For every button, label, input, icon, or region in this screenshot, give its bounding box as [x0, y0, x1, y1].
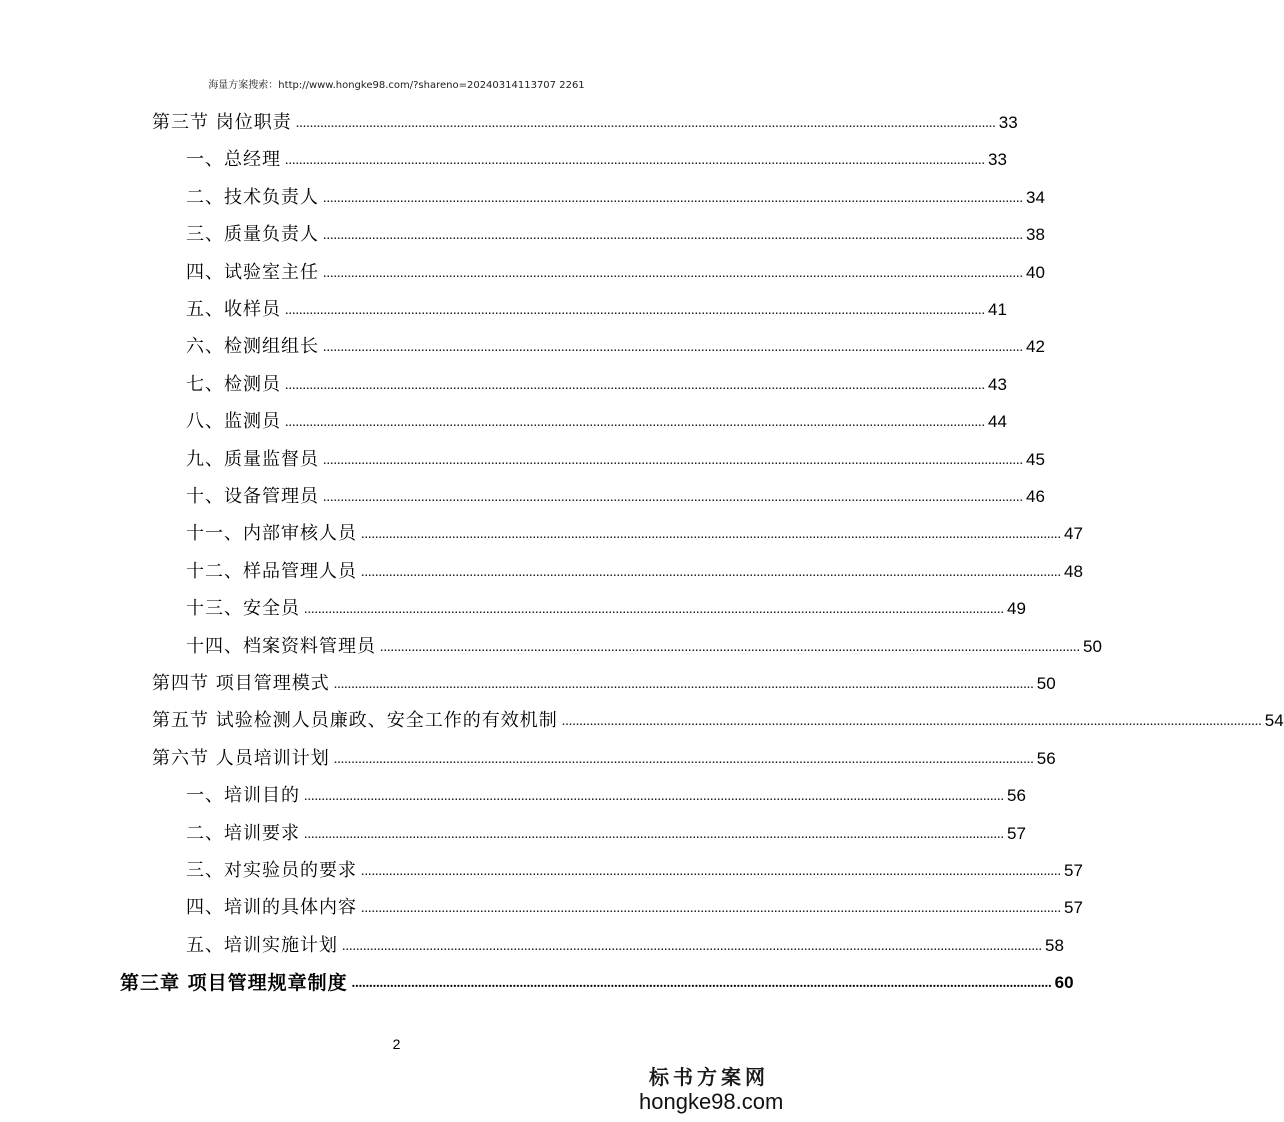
toc-entry-title: 八、监测员	[186, 411, 281, 433]
toc-dot-leader: ........................................................................................................................................................................................................	[323, 452, 1023, 468]
toc-entry-page: 56	[1036, 748, 1056, 768]
toc-entry[interactable]	[152, 665, 1056, 695]
toc-entry-title: 第三章 项目管理规章制度	[120, 972, 348, 995]
toc-entry-title: 五、培训实施计划	[186, 934, 338, 956]
toc-entry-page: 58	[1045, 935, 1064, 955]
toc-dot-leader: ........................................................................................................................................................................................................	[351, 976, 1052, 992]
toc-entry-title: 第六节 人员培训计划	[152, 747, 330, 769]
toc-entry-page: 50	[1036, 674, 1056, 693]
toc-entry-title: 第四节 项目管理模式	[152, 673, 330, 694]
toc-entry[interactable]	[186, 478, 1045, 508]
toc-entry-page: 34	[1026, 187, 1045, 207]
toc-dot-leader: ........................................................................................................................................................................................................	[285, 415, 985, 431]
watermark-en-text: hongke98.com	[639, 1089, 784, 1114]
toc-entry-title: 二、技术负责人	[186, 186, 319, 208]
toc-entry-title: 十一、内部审核人员	[186, 523, 357, 545]
toc-entry-page: 50	[1083, 636, 1102, 656]
toc-entry-page: 60	[1054, 973, 1074, 993]
toc-entry-page: 48	[1064, 561, 1083, 581]
toc-entry[interactable]	[186, 328, 1045, 358]
toc-entry[interactable]	[186, 216, 1045, 246]
toc-entry[interactable]	[186, 889, 1083, 919]
toc-entry[interactable]	[152, 740, 1056, 770]
toc-entry-title: 七、检测员	[186, 373, 281, 395]
toc-dot-leader: ........................................................................................................................................................................................................	[361, 564, 1061, 580]
toc-dot-leader: ........................................................................................................................................................................................................	[333, 751, 1034, 767]
toc-dot-leader: ........................................................................................................................................................................................................	[323, 490, 1023, 505]
toc-dot-leader: ........................................................................................................................................................................................................	[361, 864, 1061, 879]
toc-entry-page: 41	[988, 300, 1007, 319]
toc-dot-leader: ........................................................................................................................................................................................................	[333, 677, 1034, 692]
toc-entry[interactable]	[120, 964, 1074, 995]
toc-entry[interactable]	[186, 852, 1083, 882]
toc-dot-leader: ........................................................................................................................................................................................................	[323, 340, 1023, 356]
page-number: 2	[392, 1036, 401, 1052]
toc-entry-title: 十二、样品管理人员	[186, 560, 357, 582]
toc-entry-title: 第三节 岗位职责	[152, 112, 292, 133]
toc-entry[interactable]	[186, 628, 1102, 658]
toc-entry[interactable]	[186, 403, 1007, 433]
toc-entry[interactable]	[186, 815, 1026, 845]
toc-dot-leader: ........................................................................................................................................................................................................	[285, 153, 985, 169]
toc-dot-leader: ........................................................................................................................................................................................................	[304, 602, 1004, 618]
toc-entry-title: 三、质量负责人	[186, 224, 319, 246]
toc-entry[interactable]	[152, 104, 1018, 134]
toc-entry[interactable]	[186, 441, 1045, 471]
toc-entry[interactable]	[186, 777, 1026, 807]
toc-entry-title: 一、总经理	[186, 149, 281, 171]
toc-dot-leader: ........................................................................................................................................................................................................	[323, 228, 1023, 244]
toc-entry-title: 九、质量监督员	[186, 448, 319, 470]
toc-entry-page: 49	[1007, 599, 1026, 619]
toc-entry-title: 四、培训的具体内容	[186, 897, 357, 919]
toc-entry[interactable]	[186, 291, 1007, 321]
toc-dot-leader: ........................................................................................................................................................................................................	[361, 901, 1061, 917]
toc-dot-leader: ........................................................................................................................................................................................................	[323, 190, 1023, 206]
toc-entry[interactable]	[186, 141, 1007, 171]
toc-entry[interactable]	[152, 702, 1284, 732]
toc-dot-leader: ........................................................................................................................................................................................................	[295, 116, 996, 131]
toc-entry-title: 一、培训目的	[186, 785, 300, 807]
toc-entry[interactable]	[186, 254, 1045, 284]
toc-entry[interactable]	[186, 927, 1064, 957]
toc-entry-page: 57	[1064, 861, 1083, 880]
toc-dot-leader: ........................................................................................................................................................................................................	[342, 938, 1042, 954]
watermark-logo	[639, 1064, 784, 1114]
toc-dot-leader: ........................................................................................................................................................................................................	[285, 303, 985, 318]
toc-entry-title: 十三、安全员	[186, 598, 300, 620]
toc-entry-page: 44	[988, 412, 1007, 432]
toc-entry-page: 42	[1026, 337, 1045, 357]
toc-entry-page: 57	[1007, 823, 1026, 843]
toc-entry-page: 46	[1026, 487, 1045, 506]
toc-entry-page: 57	[1064, 898, 1083, 918]
toc-entry[interactable]	[186, 553, 1083, 583]
toc-entry-title: 十四、档案资料管理员	[186, 635, 376, 657]
toc-entry-page: 47	[1064, 524, 1083, 544]
page-header-url: 海量方案搜索：http://www.hongke98.com/?shareno=20240314113707 2261	[208, 80, 585, 91]
toc-entry-title: 六、检测组组长	[186, 336, 319, 358]
toc-dot-leader: ........................................................................................................................................................................................................	[361, 527, 1061, 543]
toc-entry-page: 40	[1026, 262, 1045, 282]
toc-dot-leader: ........................................................................................................................................................................................................	[304, 789, 1004, 805]
toc-dot-leader: ........................................................................................................................................................................................................	[304, 826, 1004, 842]
toc-entry-page: 56	[1007, 786, 1026, 806]
toc-entry-title: 三、对实验员的要求	[186, 860, 357, 881]
toc-entry-title: 第五节 试验检测人员廉政、安全工作的有效机制	[152, 710, 558, 732]
toc-dot-leader: ........................................................................................................................................................................................................	[561, 714, 1262, 730]
toc-dot-leader: ........................................................................................................................................................................................................	[285, 377, 985, 393]
toc-entry[interactable]	[186, 366, 1007, 396]
toc-entry-page: 38	[1026, 225, 1045, 245]
toc-entry-page: 33	[988, 150, 1007, 170]
watermark-cn-text: 标书方案网	[649, 1065, 769, 1089]
toc-dot-leader: ........................................................................................................................................................................................................	[380, 639, 1080, 655]
toc-entry[interactable]	[186, 590, 1026, 620]
toc-entry-page: 43	[988, 374, 1007, 394]
toc-entry-title: 十、设备管理员	[186, 486, 319, 507]
toc-entry-title: 二、培训要求	[186, 822, 300, 844]
toc-entry[interactable]	[186, 515, 1083, 545]
toc-entry[interactable]	[186, 179, 1045, 209]
toc-entry-page: 54	[1264, 711, 1284, 731]
toc-entry-page: 45	[1026, 449, 1045, 469]
toc-entry-page: 33	[998, 113, 1018, 132]
toc-entry-title: 五、收样员	[186, 299, 281, 320]
toc-entry-title: 四、试验室主任	[186, 261, 319, 283]
toc-dot-leader: ........................................................................................................................................................................................................	[323, 265, 1023, 281]
